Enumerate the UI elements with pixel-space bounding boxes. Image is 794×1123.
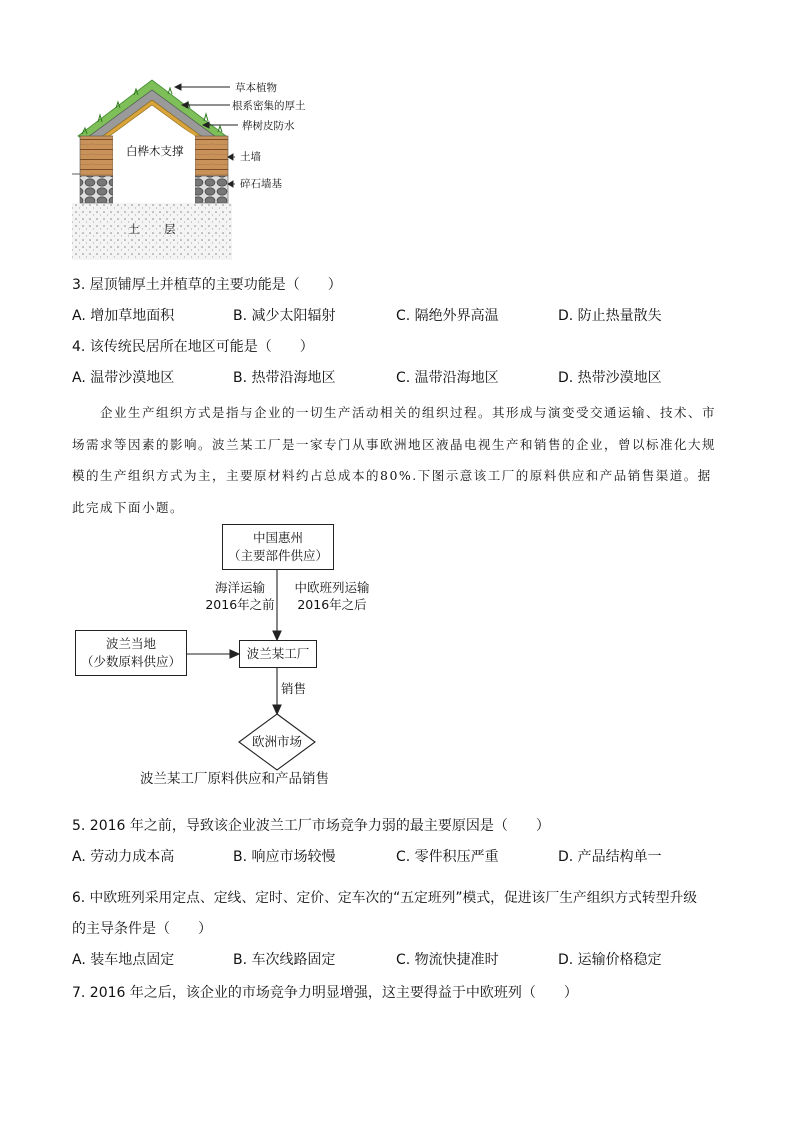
q3-stem: 3. 屋顶铺厚土并植草的主要功能是（ ） (72, 277, 342, 293)
label-gravel-base: 碎石墙基 (240, 178, 282, 190)
huizhou-box (222, 524, 334, 570)
q6-stem-line2: 的主导条件是（ ） (72, 921, 212, 937)
sea-transport-label: 海洋运输 2016年之前 (205, 580, 275, 612)
q5-stem: 5. 2016 年之前，导致该企业波兰工厂市场竞争力弱的最主要原因是（ ） (72, 818, 550, 834)
house-figure (60, 70, 320, 270)
q4-stem: 4. 该传统民居所在地区可能是（ ） (72, 339, 314, 355)
q4-option-d: D. 热带沙漠地区 (558, 370, 662, 386)
q6-option-a: A. 装车地点固定 (72, 952, 175, 968)
label-soil-2: 层 (164, 222, 176, 236)
q7-stem: 7. 2016 年之后，该企业的市场竞争力明显增强，这主要得益于中欧班列（ ） (72, 985, 578, 1001)
sales-label: 销售 (281, 681, 307, 696)
left-earth-wall (80, 136, 113, 176)
flowchart (70, 520, 400, 795)
q6-option-d: D. 运输价格稳定 (558, 952, 662, 968)
flowchart-caption: 波兰某工厂原料供应和产品销售 (140, 771, 329, 787)
poland-local-note: （少数原料供应） (80, 654, 181, 669)
q5-option-d: D. 产品结构单一 (558, 849, 662, 865)
q5-option-a: A. 劳动力成本高 (72, 849, 175, 865)
label-grass: 草本植物 (235, 82, 277, 94)
poland-local-name: 波兰当地 (105, 636, 156, 651)
right-earth-wall (195, 136, 228, 176)
label-birch-bark: 桦树皮防水 (242, 120, 295, 132)
huizhou-name: 中国惠州 (252, 530, 303, 545)
label-earth-wall: 土墙 (240, 151, 261, 163)
q6-option-c: C. 物流快捷准时 (396, 952, 499, 968)
right-gravel-base (195, 176, 228, 203)
q3-option-a: A. 增加草地面积 (72, 308, 175, 324)
q4-option-a: A. 温带沙漠地区 (72, 370, 175, 386)
label-support: 白桦木支撑 (126, 144, 184, 158)
poland-local-box (75, 630, 187, 676)
soil-layer (72, 203, 232, 260)
q3-option-b: B. 减少太阳辐射 (233, 308, 336, 324)
q5-option-b: B. 响应市场较慢 (233, 849, 336, 865)
huizhou-note: （主要部件供应） (227, 548, 328, 563)
q6-stem-line1: 6. 中欧班列采用定点、定线、定时、定价、定车次的“五定班列”模式，促进该厂生产组织方式转型升级 (72, 890, 698, 906)
q3-option-c: C. 隔绝外界高温 (396, 308, 499, 324)
label-thick-soil: 根系密集的厚土 (232, 100, 306, 112)
rail-transport-label: 中欧班列运输 2016年之后 (294, 580, 370, 612)
q4-option-b: B. 热带沿海地区 (233, 370, 336, 386)
left-gravel-base (80, 176, 113, 203)
q6-option-b: B. 车次线路固定 (233, 952, 336, 968)
q5-option-c: C. 零件积压严重 (396, 849, 499, 865)
factory-box: 波兰某工厂 (239, 640, 317, 668)
q3-option-d: D. 防止热量散失 (558, 308, 662, 324)
market-label: 欧洲市场 (251, 734, 302, 749)
q4-option-c: C. 温带沿海地区 (396, 370, 499, 386)
passage-text: 企业生产组织方式是指与企业的一切生产活动相关的组织过程。其形成与演变受交通运输、技术、市场需求等因素的影响。波兰某工厂是一家专门从事欧洲地区液晶电视生产和销售的企业，曾以标准化大规模的生产组织方式为主，主要原材料约占总成本的80%.下图示意该工厂的原料供应和产品销售渠道。据此完成下面小题。 (72, 405, 717, 515)
passage (72, 397, 722, 523)
label-soil-1: 土 (128, 222, 140, 236)
